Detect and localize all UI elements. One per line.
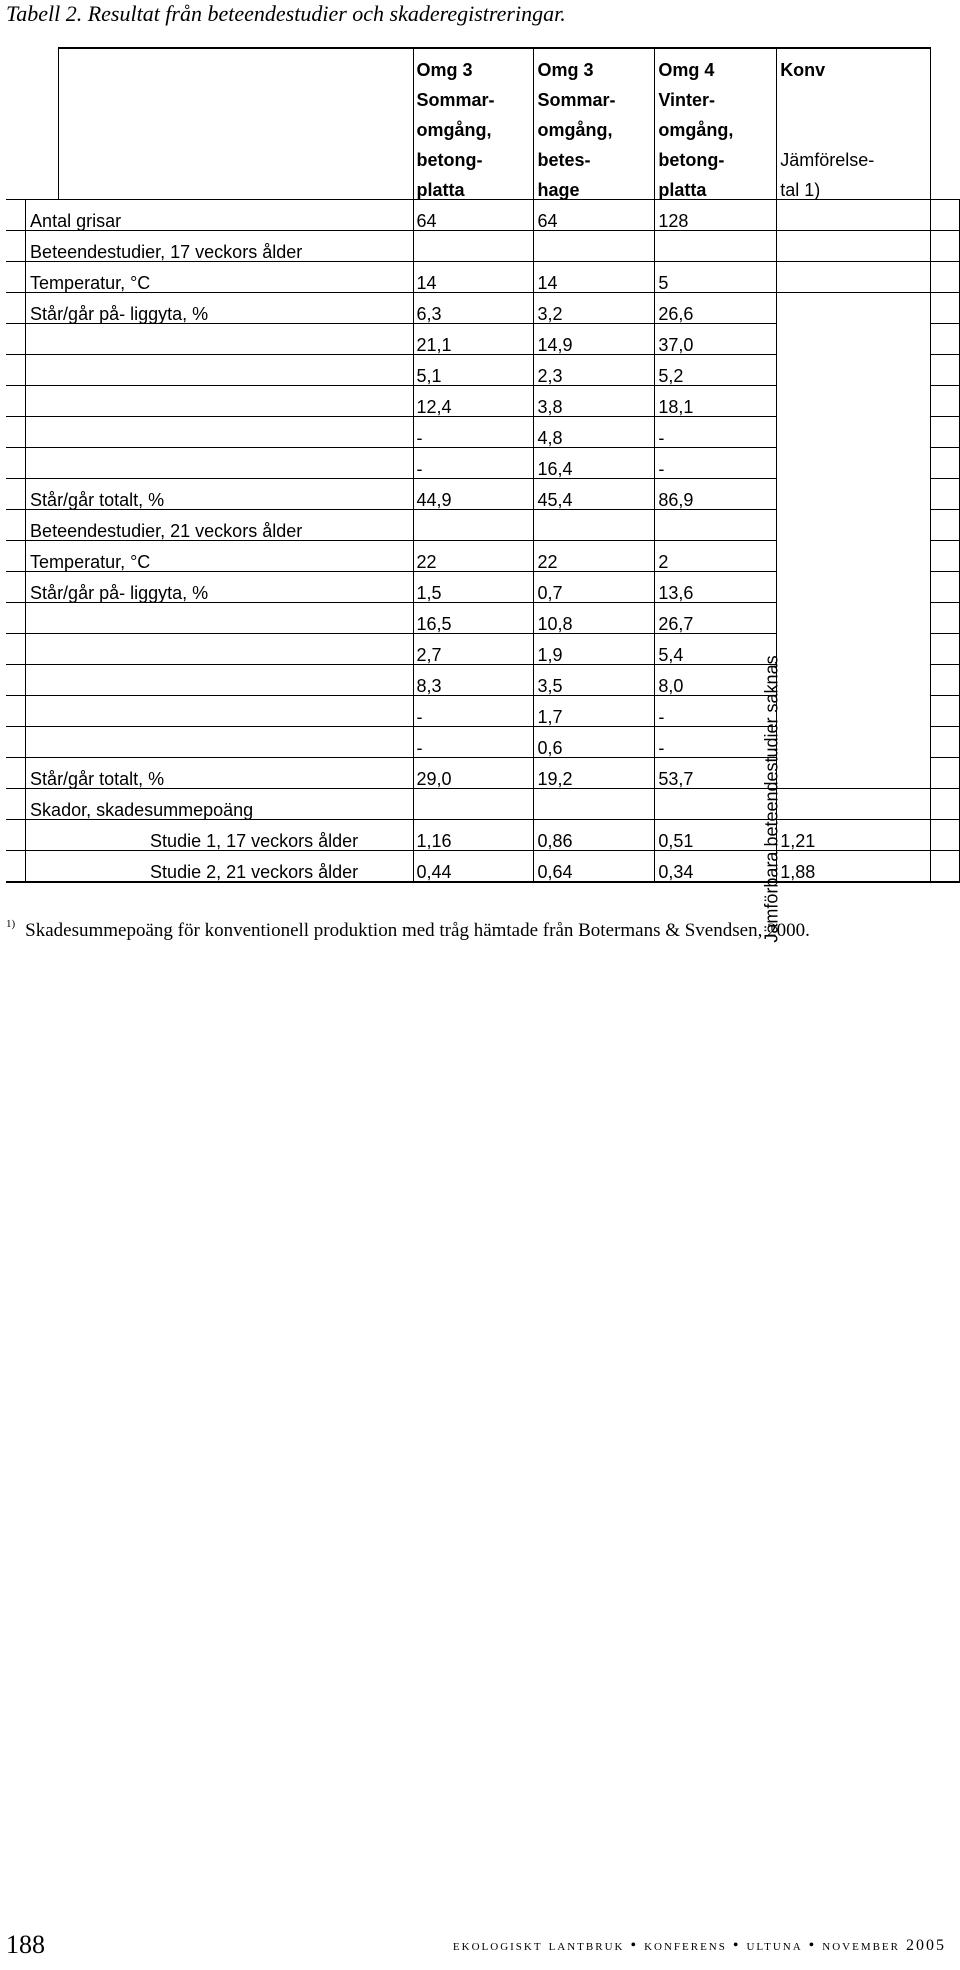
column-header-1: omgång, xyxy=(413,109,534,139)
results-table xyxy=(6,47,960,883)
value-cell-1: 29,0 xyxy=(413,758,534,789)
header-row xyxy=(6,139,960,169)
spacer-cell xyxy=(26,109,59,139)
value-cell-1: 64 xyxy=(413,200,534,231)
header-corner xyxy=(58,48,413,79)
row-label: Står/går på- liggyta, % xyxy=(26,572,413,603)
spacer-cell xyxy=(6,820,26,851)
spacer-cell xyxy=(6,448,26,479)
column-header-2: hage xyxy=(534,169,655,200)
column-header-2: betes- xyxy=(534,139,655,169)
row-label: Studie 2, 21 veckors ålder xyxy=(26,851,413,883)
row-label: Temperatur, °C xyxy=(26,262,413,293)
value-cell-4 xyxy=(777,541,930,572)
value-cell-3: 0,51 xyxy=(655,820,777,851)
value-cell-1: 12,4 xyxy=(413,386,534,417)
spacer-cell xyxy=(6,572,26,603)
running-title: ekologiskt lantbruk • konferens • ultuna • november 2005 xyxy=(452,1937,946,1954)
value-cell-3 xyxy=(655,231,777,262)
spacer-cell xyxy=(930,169,959,200)
value-cell-4 xyxy=(777,355,930,386)
value-cell-2: 45,4 xyxy=(534,479,655,510)
row-label: Står/går på- liggyta, % xyxy=(26,293,413,324)
header-row xyxy=(6,79,960,109)
value-cell-1: 21,1 xyxy=(413,324,534,355)
spacer-cell xyxy=(6,665,26,696)
spacer-cell xyxy=(930,48,959,79)
spacer-cell xyxy=(26,169,59,200)
value-cell-3: 53,7 xyxy=(655,758,777,789)
value-cell-4 xyxy=(777,324,930,355)
value-cell-3: 0,34 xyxy=(655,851,777,883)
spacer-cell xyxy=(930,851,959,883)
value-cell-4 xyxy=(777,634,930,665)
header-corner xyxy=(58,79,413,109)
header-row xyxy=(6,109,960,139)
value-cell-2: 0,64 xyxy=(534,851,655,883)
value-cell-3: - xyxy=(655,696,777,727)
value-cell-2: 10,8 xyxy=(534,603,655,634)
table-row xyxy=(6,665,960,696)
row-label xyxy=(26,417,413,448)
spacer-cell xyxy=(6,79,26,109)
value-cell-1: - xyxy=(413,417,534,448)
row-label: Antal grisar xyxy=(26,200,413,231)
spacer-cell xyxy=(930,789,959,820)
value-cell-2: 3,5 xyxy=(534,665,655,696)
column-header-2: Sommar- xyxy=(534,79,655,109)
spacer-cell xyxy=(930,541,959,572)
vertical-note: Jämförbara beteendestudier saknas xyxy=(761,655,782,943)
table-row xyxy=(6,634,960,665)
value-cell-1: 1,5 xyxy=(413,572,534,603)
spacer-cell xyxy=(930,758,959,789)
row-label xyxy=(26,696,413,727)
value-cell-4 xyxy=(777,696,930,727)
row-label: Studie 1, 17 veckors ålder xyxy=(26,820,413,851)
column-header-2: omgång, xyxy=(534,109,655,139)
row-label: Står/går totalt, % xyxy=(26,758,413,789)
value-cell-2: 0,7 xyxy=(534,572,655,603)
footnote xyxy=(6,918,810,942)
column-header-4 xyxy=(777,109,930,139)
value-cell-2: 64 xyxy=(534,200,655,231)
value-cell-3: 26,7 xyxy=(655,603,777,634)
value-cell-1: 44,9 xyxy=(413,479,534,510)
value-cell-2: 4,8 xyxy=(534,417,655,448)
table-row xyxy=(6,231,960,262)
header-row xyxy=(6,48,960,79)
value-cell-4 xyxy=(777,231,930,262)
column-header-4: Jämförelse- xyxy=(777,139,930,169)
spacer-cell xyxy=(6,603,26,634)
column-header-3: Omg 4 xyxy=(655,48,777,79)
value-cell-3: - xyxy=(655,417,777,448)
value-cell-2 xyxy=(534,789,655,820)
value-cell-2: 0,6 xyxy=(534,727,655,758)
value-cell-4 xyxy=(777,789,930,820)
spacer-cell xyxy=(930,820,959,851)
spacer-cell xyxy=(6,634,26,665)
spacer-cell xyxy=(26,48,59,79)
value-cell-2: 14,9 xyxy=(534,324,655,355)
value-cell-4 xyxy=(777,448,930,479)
value-cell-3: 5 xyxy=(655,262,777,293)
value-cell-3: 5,2 xyxy=(655,355,777,386)
spacer-cell xyxy=(930,634,959,665)
value-cell-2: 1,9 xyxy=(534,634,655,665)
spacer-cell xyxy=(930,355,959,386)
table-row xyxy=(6,851,960,883)
header-corner xyxy=(58,109,413,139)
spacer-cell xyxy=(26,139,59,169)
spacer-cell xyxy=(6,758,26,789)
row-label xyxy=(26,603,413,634)
value-cell-2: 22 xyxy=(534,541,655,572)
spacer-cell xyxy=(930,324,959,355)
column-header-1: Sommar- xyxy=(413,79,534,109)
spacer-cell xyxy=(930,386,959,417)
spacer-cell xyxy=(6,696,26,727)
value-cell-4 xyxy=(777,510,930,541)
value-cell-2: 16,4 xyxy=(534,448,655,479)
row-label xyxy=(26,448,413,479)
table-row xyxy=(6,572,960,603)
value-cell-2: 3,2 xyxy=(534,293,655,324)
spacer-cell xyxy=(6,510,26,541)
spacer-cell xyxy=(6,231,26,262)
table-row xyxy=(6,820,960,851)
table-caption: Tabell 2. Resultat från beteendestudier och skaderegistreringar. xyxy=(6,1,566,26)
value-cell-2 xyxy=(534,231,655,262)
table-row xyxy=(6,293,960,324)
value-cell-3: 5,4 xyxy=(655,634,777,665)
table-row xyxy=(6,727,960,758)
value-cell-4 xyxy=(777,727,930,758)
value-cell-2 xyxy=(534,510,655,541)
value-cell-4 xyxy=(777,200,930,231)
spacer-cell xyxy=(930,510,959,541)
value-cell-3: 2 xyxy=(655,541,777,572)
value-cell-3: 128 xyxy=(655,200,777,231)
value-cell-4 xyxy=(777,262,930,293)
value-cell-3: 86,9 xyxy=(655,479,777,510)
value-cell-3: 18,1 xyxy=(655,386,777,417)
row-label: Beteendestudier, 21 veckors ålder xyxy=(26,510,413,541)
row-label: Står/går totalt, % xyxy=(26,479,413,510)
spacer-cell xyxy=(6,541,26,572)
value-cell-1: 8,3 xyxy=(413,665,534,696)
row-label: Temperatur, °C xyxy=(26,541,413,572)
value-cell-1: - xyxy=(413,696,534,727)
column-header-4: tal 1) xyxy=(777,169,930,200)
spacer-cell xyxy=(930,231,959,262)
spacer-cell xyxy=(930,479,959,510)
spacer-cell xyxy=(6,789,26,820)
table-row xyxy=(6,262,960,293)
spacer-cell xyxy=(6,727,26,758)
spacer-cell xyxy=(6,417,26,448)
row-label xyxy=(26,386,413,417)
value-cell-2: 3,8 xyxy=(534,386,655,417)
row-label: Skador, skadesummepoäng xyxy=(26,789,413,820)
spacer-cell xyxy=(6,386,26,417)
spacer-cell xyxy=(930,293,959,324)
value-cell-1: 22 xyxy=(413,541,534,572)
value-cell-4 xyxy=(777,386,930,417)
header-corner xyxy=(58,139,413,169)
spacer-cell xyxy=(930,262,959,293)
value-cell-4 xyxy=(777,417,930,448)
row-label xyxy=(26,634,413,665)
table-row xyxy=(6,448,960,479)
value-cell-4 xyxy=(777,293,930,324)
spacer-cell xyxy=(930,139,959,169)
page-number: 188 xyxy=(6,1930,45,1959)
table-row xyxy=(6,355,960,386)
value-cell-4 xyxy=(777,665,930,696)
table-row xyxy=(6,541,960,572)
value-cell-1: - xyxy=(413,448,534,479)
table-row xyxy=(6,789,960,820)
row-label xyxy=(26,727,413,758)
table-row xyxy=(6,758,960,789)
spacer-cell xyxy=(930,727,959,758)
spacer-cell xyxy=(6,48,26,79)
table-row xyxy=(6,200,960,231)
value-cell-3: 26,6 xyxy=(655,293,777,324)
footnote-text: Skadesummepoäng för konventionell produktion med tråg hämtade från Botermans & Svendsen, 2000. xyxy=(25,920,810,941)
row-label xyxy=(26,355,413,386)
spacer-cell xyxy=(6,851,26,883)
value-cell-3: - xyxy=(655,727,777,758)
footnote-marker: 1) xyxy=(6,918,16,930)
header-corner xyxy=(58,169,413,200)
value-cell-4: 1,88 xyxy=(777,851,930,883)
column-header-3: betong- xyxy=(655,139,777,169)
value-cell-2: 2,3 xyxy=(534,355,655,386)
column-header-1: platta xyxy=(413,169,534,200)
spacer-cell xyxy=(930,417,959,448)
spacer-cell xyxy=(6,293,26,324)
value-cell-1 xyxy=(413,789,534,820)
value-cell-4 xyxy=(777,572,930,603)
table-row xyxy=(6,510,960,541)
spacer-cell xyxy=(6,200,26,231)
row-label xyxy=(26,324,413,355)
row-label: Beteendestudier, 17 veckors ålder xyxy=(26,231,413,262)
value-cell-3: 13,6 xyxy=(655,572,777,603)
column-header-1: betong- xyxy=(413,139,534,169)
value-cell-3 xyxy=(655,789,777,820)
value-cell-1 xyxy=(413,231,534,262)
value-cell-1: 0,44 xyxy=(413,851,534,883)
value-cell-1: 6,3 xyxy=(413,293,534,324)
value-cell-2: 14 xyxy=(534,262,655,293)
table-row xyxy=(6,386,960,417)
table-row xyxy=(6,603,960,634)
column-header-3: omgång, xyxy=(655,109,777,139)
value-cell-1: - xyxy=(413,727,534,758)
spacer-cell xyxy=(6,324,26,355)
header-row xyxy=(6,169,960,200)
value-cell-3: - xyxy=(655,448,777,479)
spacer-cell xyxy=(26,79,59,109)
value-cell-1: 16,5 xyxy=(413,603,534,634)
value-cell-2: 19,2 xyxy=(534,758,655,789)
column-header-3: platta xyxy=(655,169,777,200)
row-label xyxy=(26,665,413,696)
column-header-2: Omg 3 xyxy=(534,48,655,79)
value-cell-1 xyxy=(413,510,534,541)
spacer-cell xyxy=(6,109,26,139)
value-cell-1: 1,16 xyxy=(413,820,534,851)
spacer-cell xyxy=(930,448,959,479)
column-header-4 xyxy=(777,79,930,109)
value-cell-1: 5,1 xyxy=(413,355,534,386)
value-cell-4 xyxy=(777,758,930,789)
table-row xyxy=(6,417,960,448)
spacer-cell xyxy=(6,355,26,386)
table-row xyxy=(6,324,960,355)
table-row xyxy=(6,479,960,510)
spacer-cell xyxy=(930,696,959,727)
value-cell-4 xyxy=(777,603,930,634)
value-cell-1: 2,7 xyxy=(413,634,534,665)
value-cell-3: 8,0 xyxy=(655,665,777,696)
column-header-3: Vinter- xyxy=(655,79,777,109)
value-cell-4 xyxy=(777,479,930,510)
spacer-cell xyxy=(930,79,959,109)
spacer-cell xyxy=(930,603,959,634)
spacer-cell xyxy=(930,572,959,603)
spacer-cell xyxy=(6,139,26,169)
spacer-cell xyxy=(930,665,959,696)
spacer-cell xyxy=(6,479,26,510)
value-cell-2: 0,86 xyxy=(534,820,655,851)
column-header-4: Konv xyxy=(777,48,930,79)
spacer-cell xyxy=(930,200,959,231)
spacer-cell xyxy=(6,262,26,293)
spacer-cell xyxy=(6,169,26,200)
value-cell-1: 14 xyxy=(413,262,534,293)
column-header-1: Omg 3 xyxy=(413,48,534,79)
value-cell-2: 1,7 xyxy=(534,696,655,727)
value-cell-4: 1,21 xyxy=(777,820,930,851)
table-row xyxy=(6,696,960,727)
value-cell-3: 37,0 xyxy=(655,324,777,355)
value-cell-3 xyxy=(655,510,777,541)
spacer-cell xyxy=(930,109,959,139)
